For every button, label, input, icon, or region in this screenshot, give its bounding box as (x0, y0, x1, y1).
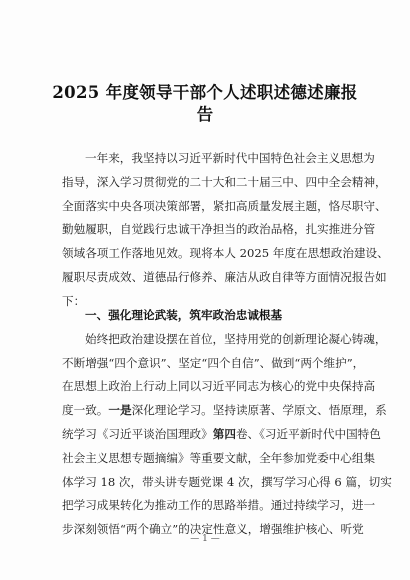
bold-phrase: 第四 (212, 426, 236, 441)
intro-line: 履职尽责成效、道德品行修养、廉洁从政自律等方面情况报告如 (62, 269, 387, 284)
intro-line: 勤勉履职，自觉践行忠诚干净担当的政治品格，扎实推进分管 (62, 222, 376, 237)
section-heading: 一、强化理论武装，筑牢政治忠诚根基 (85, 308, 283, 322)
document-title (40, 82, 370, 126)
section-line: 始终把政治建设摆在首位，坚持用党的创新理论凝心铸魂， (85, 331, 387, 346)
text-run: 统学习《习近平谈治国理政》 (62, 426, 213, 441)
section-line: 社会主义思想专题摘编》等重要文献，全年参加党委中心组集 (62, 450, 376, 465)
title-line-1: 2025 年度领导干部个人述职述德述廉报 (52, 83, 358, 102)
section-line: 体学习 18 次，带头讲专题党课 4 次，撰写学习心得 6 篇，切实 (62, 474, 392, 489)
section-line: 在思想上政治上行动上同以习近平同志为核心的党中央保持高 (62, 379, 376, 394)
intro-paragraph (62, 147, 389, 314)
section-line-with-bold (62, 399, 387, 423)
section-line-with-bold (62, 423, 381, 447)
intro-line: 一年来，我坚持以习近平新时代中国特色社会主义思想为 (85, 151, 375, 165)
bold-phrase: 一是 (108, 403, 132, 418)
section-line: 步深刻领悟“两个确立”的决定性意义，增强维护核心、听党 (62, 522, 364, 537)
intro-line: 全面落实中央各项决策部署，紧扣高质量发展主题，恪尽职守、 (62, 198, 387, 213)
intro-line: 领域各项工作落地见效。现将本人 2025 年度在思想政治建设、 (62, 246, 389, 261)
text-run: 度一致。 (62, 403, 109, 418)
section-line: 把学习成果转化为推动工作的思路举措。通过持续学习，进一 (62, 498, 376, 513)
section-line: 不断增强“四个意识”、坚定“四个自信”、做到“两个维护”， (62, 355, 365, 370)
text-run: 卷、《习近平新时代中国特色 (235, 426, 381, 441)
text-run: 深化理论学习。坚持读原著、学原文、悟原理，系 (131, 403, 387, 418)
title-line-2: 告 (196, 105, 214, 124)
page-number: — 1 — (190, 534, 220, 544)
intro-line: 下： (62, 293, 86, 308)
intro-line: 指导，深入学习贯彻党的二十大和二十届三中、四中全会精神， (62, 174, 387, 189)
section-one (62, 304, 392, 542)
